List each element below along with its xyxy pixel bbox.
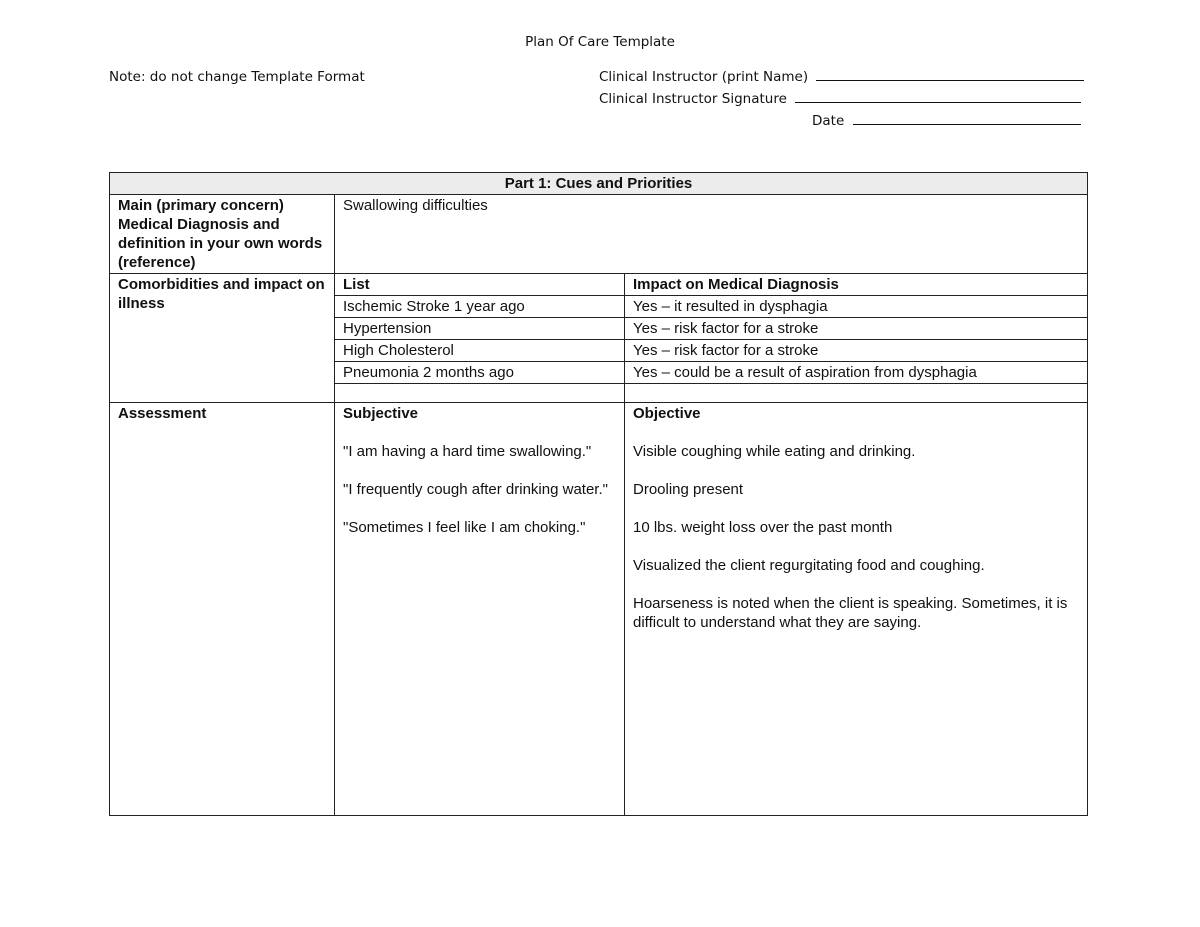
list-header: List (335, 274, 625, 296)
assessment-label: Assessment (110, 403, 335, 816)
objective-finding: Hoarseness is noted when the client is speaking. Sometimes, it is difficult to understand what they are saying. (633, 595, 1068, 631)
instructor-name-row (599, 69, 1084, 85)
comorbidity-item-empty[interactable] (335, 384, 625, 403)
plan-of-care-table (109, 172, 1088, 816)
comorbidity-impact[interactable]: Yes – it resulted in dysphagia (625, 296, 1088, 318)
comorbidity-item[interactable]: Pneumonia 2 months ago (335, 362, 625, 384)
date-row (812, 113, 1081, 129)
instructor-signature-field[interactable] (795, 91, 1081, 103)
template-note: Note: do not change Template Format (109, 69, 365, 85)
part1-heading: Part 1: Cues and Priorities (110, 173, 1088, 195)
objective-finding: Visible coughing while eating and drinking. (633, 443, 916, 460)
instructor-name-label: Clinical Instructor (print Name) (599, 69, 809, 85)
instructor-name-field[interactable] (816, 69, 1084, 81)
comorbidity-item[interactable]: Hypertension (335, 318, 625, 340)
date-field[interactable] (853, 113, 1081, 125)
document-title: Plan Of Care Template (525, 34, 675, 50)
objective-cell[interactable] (625, 403, 1088, 816)
main-diagnosis-value[interactable]: Swallowing difficulties (335, 195, 1088, 274)
main-diagnosis-label: Main (primary concern) Medical Diagnosis and definition in your own words (reference) (110, 195, 335, 274)
subjective-quote: "I am having a hard time swallowing." (343, 443, 592, 460)
instructor-signature-row (599, 91, 1081, 107)
subjective-header: Subjective (343, 405, 419, 422)
subjective-cell[interactable] (335, 403, 625, 816)
instructor-signature-label: Clinical Instructor Signature (599, 91, 787, 107)
comorbidity-item[interactable]: Ischemic Stroke 1 year ago (335, 296, 625, 318)
comorbidity-impact-empty[interactable] (625, 384, 1088, 403)
objective-header: Objective (633, 405, 701, 422)
comorbidity-impact[interactable]: Yes – risk factor for a stroke (625, 340, 1088, 362)
subjective-quote: "I frequently cough after drinking water." (343, 481, 608, 498)
comorbidity-item[interactable]: High Cholesterol (335, 340, 625, 362)
comorbidity-impact[interactable]: Yes – risk factor for a stroke (625, 318, 1088, 340)
objective-finding: Drooling present (633, 481, 744, 498)
objective-finding: 10 lbs. weight loss over the past month (633, 519, 893, 536)
objective-finding: Visualized the client regurgitating food and coughing. (633, 557, 985, 574)
comorbidity-impact[interactable]: Yes – could be a result of aspiration from dysphagia (625, 362, 1088, 384)
date-label: Date (812, 113, 845, 129)
impact-header: Impact on Medical Diagnosis (625, 274, 1088, 296)
comorbidities-label: Comorbidities and impact on illness (110, 274, 335, 403)
subjective-quote: "Sometimes I feel like I am choking." (343, 519, 586, 536)
